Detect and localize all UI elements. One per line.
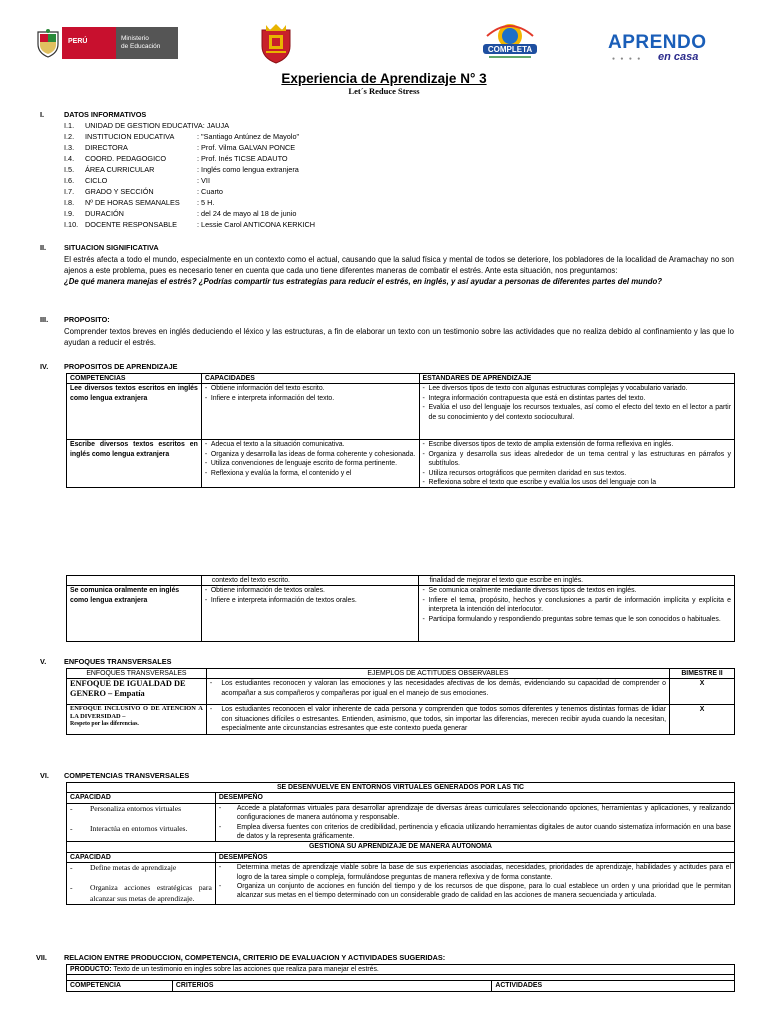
list-item: - Infiere el tema, propósito, hechos y conclusiones a partir de información implícita y explícita e interpreta la intención del interlocutor. [422, 596, 731, 615]
table-header: CAPACIDADES [201, 374, 419, 384]
datos-label: CICLO [85, 176, 108, 185]
datos-value: : Cuarto [197, 187, 223, 196]
datos-label: INSTITUCION EDUCATIVA [85, 132, 175, 141]
section-7-title: RELACION ENTRE PRODUCCION, COMPETENCIA, CRITERIO DE EVALUACION Y ACTIVIDADES SUGERIDAS: [64, 953, 446, 962]
block-title: GESTIONA SU APRENDIZAJE DE MANERA AUTONOMA [67, 842, 735, 852]
table-header: DESEMPEÑO [215, 793, 734, 803]
section-6-number: VI. [40, 771, 49, 780]
section-2-number: II. [40, 243, 47, 252]
list-item: - Infiere e interpreta información de textos orales. [205, 596, 416, 605]
list-item: - Reflexiona sobre el texto que escribe y evalúa los usos del lenguaje con la [423, 478, 731, 487]
table-row [67, 705, 735, 734]
table-header: CAPACIDAD [67, 852, 216, 862]
completa-logo [477, 22, 543, 62]
competencia-cell: Se comunica oralmente en inglés como lengua extranjera [67, 586, 202, 642]
estandares-cell [419, 440, 734, 488]
table-header: DESEMPEÑOS [215, 852, 734, 862]
competencia-cell: Escribe diversos textos escritos en inglés como lengua extranjera [67, 440, 202, 488]
svg-text:COMPLETA: COMPLETA [487, 45, 533, 54]
list-item: - Obtiene información del texto escrito. [205, 384, 416, 393]
table-header-row [67, 669, 735, 679]
list-item: - Interactúa en entornos virtuales. [70, 824, 212, 834]
datos-label: Nº DE HORAS SEMANALES [85, 198, 180, 207]
section-1-title: DATOS INFORMATIVOS [64, 110, 147, 119]
peru-shield-icon [34, 27, 62, 59]
datos-label: DOCENTE RESPONSABLE [85, 220, 178, 229]
minedu-logo [34, 27, 178, 59]
list-item: - Evalúa el uso del lenguaje los recursos textuales, así como el efecto del texto en el lector a partir de su conocimiento y del contexto sociocultural. [423, 403, 731, 422]
section-5-title: ENFOQUES TRANSVERSALES [64, 657, 172, 666]
estandares-cell [419, 384, 734, 440]
propositos-table-continued [66, 575, 735, 642]
ejemplo-cell: Los estudiantes reconocen y valoran las emociones y las necesidades afectivas de los demás, evidenciando su capacidad de comprender o acompañar a sus compañeros y compañeras por igual en el manejo de sus emociones. [218, 679, 669, 705]
table-row [67, 965, 735, 975]
situacion-paragraph: El estrés afecta a todo el mundo, especialmente en un contexto como el actual, causando que la salud física y mental de todos se deteriore, los pobladores de la localidad de Aramachay no son ajenos a este problema, pues es necesario tener en cuenta que cada uno tiene diferentes maneras de combatir el estrés. Ante esta situación, nos preguntamos: ¿De qué manera manejas el estrés? ¿Podrías compartir tus estrategias para reducir el estrés, en inglés, y así ayudar a personas de diferentes partes del mundo? [64, 255, 734, 287]
competencia-cell [67, 576, 202, 586]
datos-num: I.2. [64, 132, 75, 141]
datos-value: : Lessie Carol ANTICONA KERKICH [197, 220, 316, 229]
datos-label: UNIDAD DE GESTION EDUCATIVA: JAUJA [85, 121, 230, 130]
list-item: - Lee diversos tipos de texto con algunas estructuras complejas y vocabulario variado. [423, 384, 731, 393]
list-item: - Organiza acciones estratégicas para alcanzar sus metas de aprendizaje. [70, 883, 212, 904]
datos-num: I.5. [64, 165, 75, 174]
datos-value: : "Santiago Antúnez de Mayolo" [197, 132, 300, 141]
section-7-number: VII. [36, 953, 47, 962]
section-4-title: PROPOSITOS DE APRENDIZAJE [64, 362, 178, 371]
propositos-table [66, 373, 735, 488]
table-header: ESTANDARES DE APRENDIZAJE [419, 374, 734, 384]
datos-value: : 5 H. [197, 198, 215, 207]
list-item: - Escribe diversos tipos de texto de amplia extensión de forma reflexiva en inglés. [423, 440, 731, 449]
school-crest-icon [258, 22, 294, 64]
table-header-row [67, 783, 735, 793]
datos-num: I.3. [64, 143, 75, 152]
datos-value: : Prof. Inés TICSE ADAUTO [197, 154, 288, 163]
bimestre-mark: X [670, 705, 735, 734]
producto-cell: PRODUCTO: Texto de un testimonio en ingles sobre las acciones que realiza para manejar el estrés. [67, 965, 735, 975]
list-item: - Emplea diversa fuentes con criterios de credibilidad, pertinencia y eficacia utilizando herramientas digitales de autor cuando sistematiza información en una base de datos y la representa gráficamente. [219, 823, 731, 842]
table-header: EJEMPLOS DE ACTITUDES OBSERVABLES [206, 669, 669, 679]
datos-label: COORD. PEDAGOGICO [85, 154, 167, 163]
list-item: - Infiere e interpreta información del texto. [205, 394, 416, 403]
capacidades-cell [201, 384, 419, 440]
bimestre-mark: X [670, 679, 735, 705]
list-item: - Personaliza entornos virtuales [70, 804, 212, 814]
table-header-row [67, 374, 735, 384]
datos-label: DURACIÓN [85, 209, 124, 218]
section-3-title: PROPOSITO: [64, 315, 110, 324]
enfoques-table [66, 668, 735, 735]
datos-num: I.1. [64, 121, 75, 130]
table-header: CRITERIOS [172, 981, 491, 991]
dash-cell: - [206, 705, 218, 734]
section-5-number: V. [40, 657, 47, 666]
situacion-question: ¿De qué manera manejas el estrés? ¿Podrías compartir tus estrategias para reducir el estrés, en inglés, y así ayudar a personas de diferentes partes del mundo? [64, 277, 662, 287]
datos-num: I.6. [64, 176, 75, 185]
section-3-number: III. [40, 315, 49, 324]
competencia-cell: Lee diversos textos escritos en inglés como lengua extranjera [67, 384, 202, 440]
table-header: ACTIVIDADES [492, 981, 735, 991]
table-row [67, 863, 735, 905]
datos-value: : Prof. Vilma GALVAN PONCE [197, 143, 296, 152]
table-header: BIMESTRE II [670, 669, 735, 679]
datos-label: DIRECTORA [85, 143, 128, 152]
table-row [67, 803, 735, 842]
table-row [67, 440, 735, 488]
list-item: - Organiza un conjunto de acciones en función del tiempo y de los recursos de que dispone, para lo cual establece un orden y una prioridad que le permitan alcanzar sus metas en el tiempo determinado con un considerable grado de calidad en las acciones de manera secuenciada y articulada. [219, 882, 731, 901]
datos-value: : del 24 de mayo al 18 de junio [197, 209, 297, 218]
list-item: - Participa formulando y respondiendo preguntas sobre temas que le son conocidos o habituales. [422, 615, 731, 624]
proposito-paragraph: Comprender textos breves en inglés deduciendo el léxico y las estructuras, a fin de elaborar un texto con un testimonio sobre las actividades que no realiza debido al confinamiento y las que lo ayudan a reducir el estrés. [64, 327, 734, 348]
capacidad-cell [67, 863, 216, 905]
document-title: Experiencia de Aprendizaje N° 3 [281, 71, 487, 86]
table-header-row [67, 793, 735, 803]
desempeno-cell [215, 803, 734, 842]
minedu-ministry: Ministerio de Educación [116, 27, 178, 59]
table-header: ENFOQUES TRANSVERSALES [67, 669, 207, 679]
minedu-country: PERÚ [62, 27, 116, 59]
list-item: - Accede a plataformas virtuales para desarrollar aprendizaje de diversas áreas curriculares seleccionando opciones, herramientas y aplicaciones, y realizando configuraciones de manera autónoma y responsable. [219, 804, 731, 823]
table-header: COMPETENCIAS [67, 374, 202, 384]
table-row [67, 586, 735, 642]
table-row [67, 384, 735, 440]
table-header: COMPETENCIA [67, 981, 173, 991]
list-item: - Organiza y desarrolla las ideas de forma coherente y cohesionada. [205, 450, 416, 459]
table-header: CAPACIDAD [67, 793, 216, 803]
table-header-row [67, 842, 735, 852]
capacidades-cell: contexto del texto escrito. [201, 576, 419, 586]
section-4-number: IV. [40, 362, 49, 371]
datos-num: I.8. [64, 198, 75, 207]
enfoque-cell: ENFOQUE INCLUSIVO O DE ATENCION A LA DIVERSIDAD – Respeto por las diferencias. [67, 705, 207, 734]
aprendo-en-casa-logo: APRENDO en casa ● ● ● ● [608, 32, 707, 63]
list-item: - Adecua el texto a la situación comunicativa. [205, 440, 416, 449]
section-1-number: I. [40, 110, 45, 119]
estandares-cell [419, 586, 735, 642]
table-header-row [67, 852, 735, 862]
datos-num: I.7. [64, 187, 75, 196]
competencias-table [66, 782, 735, 905]
capacidades-cell [201, 586, 419, 642]
dash-cell: - [206, 679, 218, 705]
table-row [67, 576, 735, 586]
list-item: - Utiliza recursos ortográficos que permiten claridad en sus textos. [423, 469, 731, 478]
section-6-title: COMPETENCIAS TRANSVERSALES [64, 771, 190, 780]
capacidades-cell [201, 440, 419, 488]
datos-value: : Inglés como lengua extranjera [197, 165, 299, 174]
table-row [67, 679, 735, 705]
relacion-table [66, 964, 735, 992]
datos-label: ÁREA CURRICULAR [85, 165, 155, 174]
list-item: - Reflexiona y evalúa la forma, el contenido y el [205, 469, 416, 478]
list-item: - Determina metas de aprendizaje viable sobre la base de sus experiencias asociadas, necesidades, prioridades de aprendizaje, habilidades y actitudes para el logro de la tarea simple o compleja, formulándose preguntas de manera reflexiva y de forma constante. [219, 863, 731, 882]
datos-label: GRADO Y SECCIÓN [85, 187, 154, 196]
datos-num: I.10. [64, 220, 79, 229]
enfoque-cell: ENFOQUE DE IGUALDAD DE GENERO – Empatía [67, 679, 207, 705]
ejemplo-cell: Los estudiantes reconocen el valor inherente de cada persona y comprenden que todos somos diferentes y tenemos distintas formas de lidiar con situaciones difíciles o estresantes. Entienden, asimismo, que todos, sin importar las diferencias, merecen recibir ayuda cuando la necesitan, especialmente ante circunstancias estresantes que este contexto pueda generar [218, 705, 669, 734]
datos-num: I.9. [64, 209, 75, 218]
list-item: - Organiza y desarrolla sus ideas alrededor de un tema central y las estructuras en párrafos y subtítulos. [423, 450, 731, 469]
desempeno-cell [215, 863, 734, 905]
list-item: - Define metas de aprendizaje [70, 863, 212, 873]
list-item: - Se comunica oralmente mediante diversos tipos de textos en inglés. [422, 586, 731, 595]
capacidad-cell [67, 803, 216, 842]
list-item: - Utiliza convenciones de lenguaje escrito de forma pertinente. [205, 459, 416, 468]
dots-decoration: ● ● ● ● [612, 56, 643, 62]
list-item: - Integra información contrapuesta que está en distintas partes del texto. [423, 394, 731, 403]
estandares-cell: finalidad de mejorar el texto que escribe en inglés. [419, 576, 735, 586]
document-subtitle: Let´s Reduce Stress [348, 86, 420, 96]
block-title: SE DESENVUELVE EN ENTORNOS VIRTUALES GENERADOS POR LAS TIC [67, 783, 735, 793]
datos-num: I.4. [64, 154, 75, 163]
datos-value: : VII [197, 176, 210, 185]
list-item: - Obtiene información de textos orales. [205, 586, 416, 595]
table-header-row [67, 981, 735, 991]
section-2-title: SITUACION SIGNIFICATIVA [64, 243, 159, 252]
